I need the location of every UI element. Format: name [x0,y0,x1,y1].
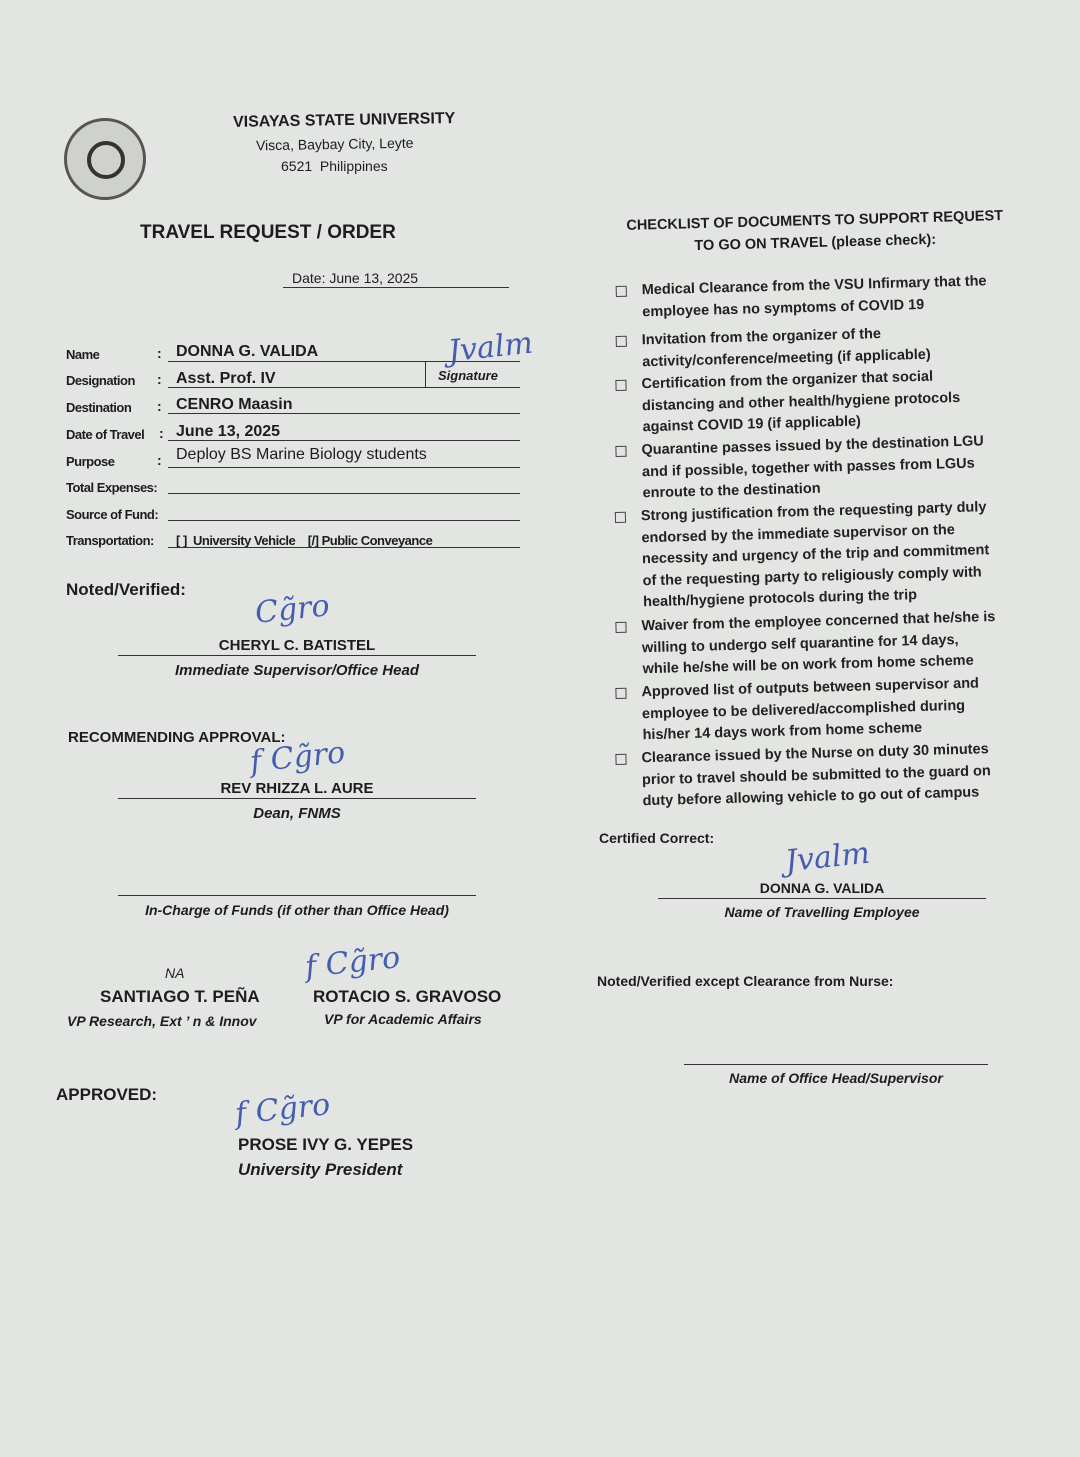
president-name: PROSE IVY G. YEPES [238,1135,414,1154]
underline [684,1064,988,1065]
underline [118,895,476,896]
applicant-signature: Jvalm [446,325,535,370]
underline [168,520,520,521]
noted-except-label: Noted/Verified except Clearance from Nurse: [597,973,894,989]
checkbox[interactable] [615,446,626,457]
dean-title: Dean, FNMS [253,805,341,822]
underline [118,798,476,799]
checklist-item[interactable]: Certification from the organizer that social distancing and other health/hygiene protocols against COVID 19 (if applicable) [615,365,997,439]
field-label-destination: Destination [66,400,132,415]
field-label-date-of-travel: Date of Travel [66,427,145,442]
funds-title: In-Charge of Funds (if other than Office Head) [145,902,449,918]
approved-label: APPROVED: [56,1085,158,1104]
vp-research-title: VP Research, Ext ’ n & Innov [67,1013,257,1029]
checklist-item[interactable]: Approved list of outputs between supervisor and employee to be delivered/accomplished during his/her 14 days work from home scheme [615,673,997,747]
checklist-title [619,205,1010,259]
underline [168,440,520,441]
university-name: VISAYAS STATE UNIVERSITY [232,110,456,131]
employee-title: Name of Travelling Employee [724,904,920,920]
vp-academic-title: VP for Academic Affairs [324,1011,482,1027]
checkbox[interactable] [616,336,627,347]
address-line-2: 6521 Philippines [281,158,388,174]
checkbox[interactable] [615,380,626,391]
field-value-destination: CENRO Maasin [176,396,293,413]
vp-academic-name: ROTACIO S. GRAVOSO [313,987,502,1006]
president-title: University President [238,1160,403,1179]
divider [425,362,426,388]
checklist-item[interactable]: Strong justification from the requesting party duly endorsed by the immediate supervisor on the necessity and urgency of the trip and commitment of the requesting party to religiously comply with health/hygiene protocols during the trip [615,497,998,614]
checklist-item[interactable]: Medical Clearance from the VSU Infirmary that the employee has no symptoms of COVID 19 [616,271,997,324]
colon: : [159,425,164,441]
field-label-name: Name [66,347,100,362]
office-head-title: Name of Office Head/Supervisor [729,1070,943,1086]
supervisor-title: Immediate Supervisor/Office Head [175,662,419,679]
supervisor-signature: Cg̃ro [253,588,332,631]
dean-name: REV RHIZZA L. AURE [220,780,374,797]
field-label-purpose: Purpose [66,454,115,469]
address-line-1: Visca, Baybay City, Leyte [255,134,414,154]
underline [168,467,520,468]
checkbox[interactable] [615,622,626,633]
checkbox[interactable] [616,286,627,297]
underline [168,547,520,548]
university-seal [64,118,146,200]
colon: : [157,452,162,468]
checkbox[interactable] [615,512,626,523]
certified-label: Certified Correct: [599,830,715,846]
employee-name: DONNA G. VALIDA [759,880,885,896]
checklist-title-line-1: CHECKLIST OF DOCUMENTS TO SUPPORT REQUEST [626,208,1004,234]
colon: : [157,371,162,387]
noted-label: Noted/Verified: [66,580,186,599]
vp-academic-signature: f Cg̃ro [303,940,402,985]
field-label-designation: Designation [66,373,135,388]
recommending-label: RECOMMENDING APPROVAL: [68,729,286,746]
checkbox[interactable] [615,754,626,765]
form-title: TRAVEL REQUEST / ORDER [140,222,396,243]
president-signature: f Cg̃ro [233,1087,332,1132]
field-label-total-expenses: Total Expenses: [66,480,158,495]
underline [658,898,986,899]
field-label-source-of-fund: Source of Fund: [66,507,159,522]
underline [168,413,520,414]
supervisor-name: CHERYL C. BATISTEL [218,637,376,654]
dean-signature: f Cg̃ro [248,735,347,780]
field-value-name: DONNA G. VALIDA [176,343,319,360]
underline [168,493,520,494]
checklist-item[interactable]: Invitation from the organizer of the activity/conference/meeting (if applicable) [616,321,997,374]
field-label-transportation: Transportation: [66,533,154,548]
field-value-designation: Asst. Prof. IV [176,370,276,387]
signature-label: Signature [438,368,498,383]
form-date: Date: June 13, 2025 [292,270,419,286]
colon: : [157,345,162,361]
checklist-title-line-2: TO GO ON TRAVEL (please check): [694,231,937,255]
employee-signature: Jvalm [783,835,872,880]
checkbox[interactable] [615,688,626,699]
field-value-date-of-travel: June 13, 2025 [176,423,281,440]
field-value-purpose: Deploy BS Marine Biology students [176,446,427,463]
checklist-item[interactable]: Waiver from the employee concerned that he/she is willing to undergo self quarantine for 14 days, while he/she will be on work from home scheme [615,607,997,681]
vp-research-name: SANTIAGO T. PEÑA [100,987,260,1006]
underline [118,655,476,656]
checklist-item[interactable]: Quarantine passes issued by the destination LGU and if possible, together with passes from LGUs enroute to the destination [615,431,997,505]
date-underline [283,287,509,288]
transportation-options: [ ] University Vehicle [/] Public Conveyance [176,533,433,548]
underline [168,387,520,388]
colon: : [157,398,162,414]
na-mark: NA [165,965,185,981]
checklist-item[interactable]: Clearance issued by the Nurse on duty 30 minutes prior to travel should be submitted to the guard on duty before allowing vehicle to go out of campus [615,739,997,813]
